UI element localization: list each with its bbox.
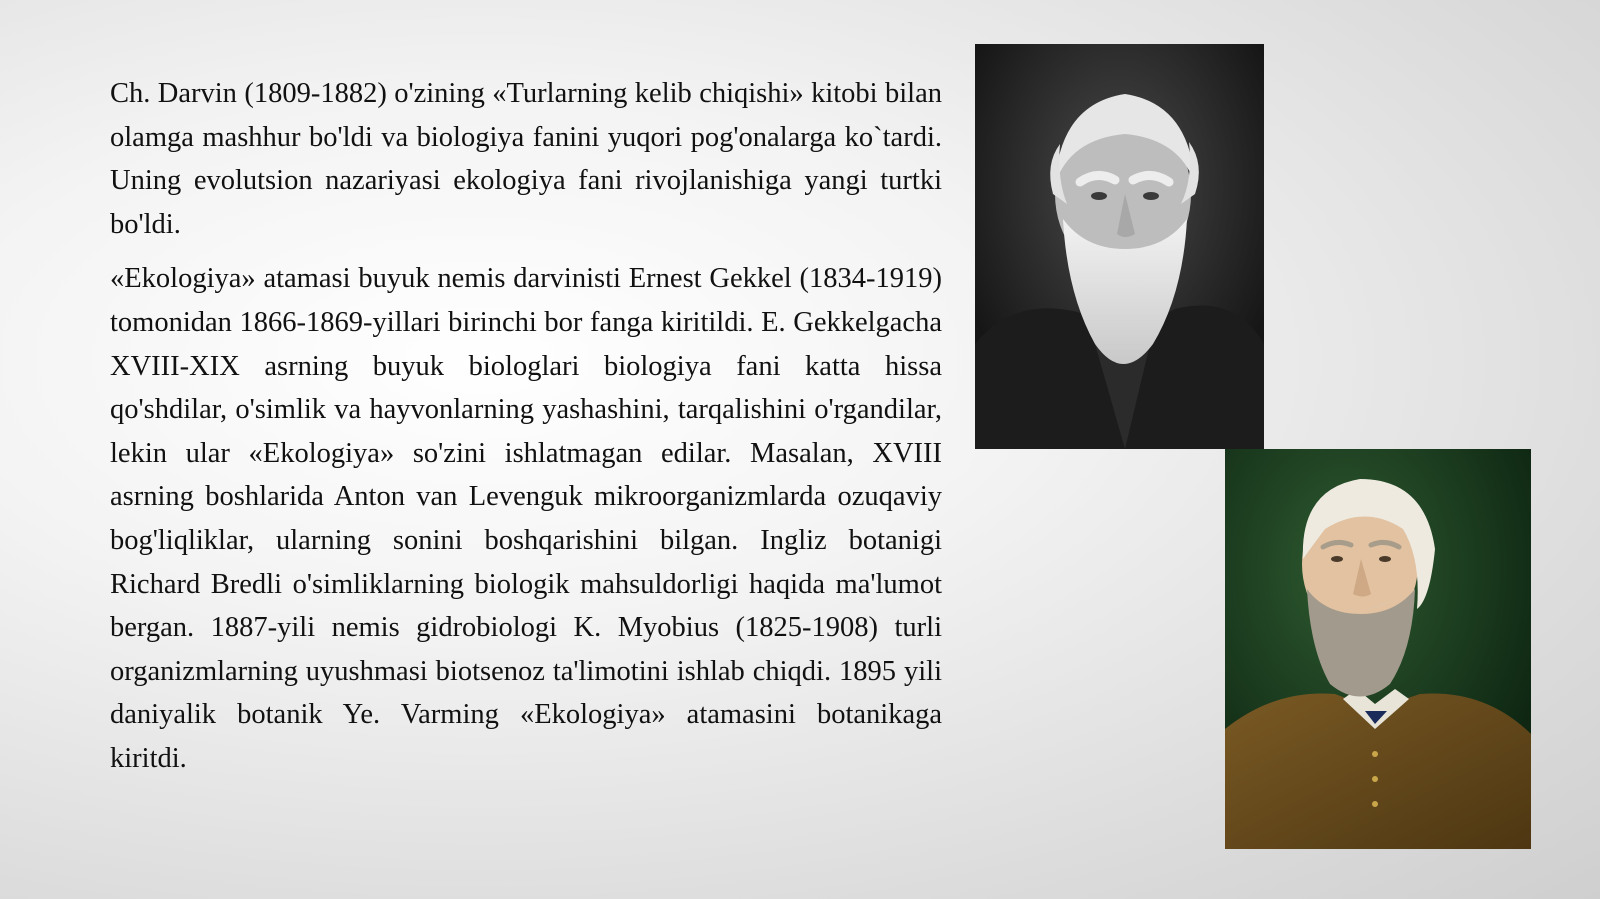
paragraph-darwin: Ch. Darvin (1809-1882) o'zining «Turlarning kelib chiqishi» kitobi bilan olamga mashhur bo'ldi va biologiya fanini yuqori pog'onalarga ko`tardi. Uning evolutsion nazariyasi ekologiya fani rivojlanishiga yangi turtki bo'ldi. bbox=[110, 78, 942, 240]
darwin-portrait-drawing bbox=[975, 44, 1264, 449]
haeckel-portrait-drawing bbox=[1225, 449, 1531, 849]
haeckel-portrait bbox=[1225, 449, 1531, 849]
paragraph-ecology-term: «Ekologiya» atamasi buyuk nemis darvinisti Ernest Gekkel (1834-1919) tomonidan 1866-1869-yillari birinchi bor fanga kiritildi. E. Gekkelgacha XVIII-XIX asrning buyuk biologlari biologiya fani katta hissa qo'shdilar, o'simlik va hayvonlarning yashashini, tarqalishini o'rgandilar, lekin ular «Ekologiya» so'zini ishlatmagan edilar. Masalan, XVIII asrning boshlarida Anton van Levenguk mikroorganizmlarda ozuqaviy bog'liqliklar, ularning sonini boshqarishini bilgan. Ingliz botanigi Richard Bredli o'simliklarning biologik mahsuldorligi haqida ma'lumot bergan. 1887-yili nemis gidrobiologi K. Myobius (1825-1908) turli organizmlarning uyushmasi biotsenoz ta'limotini ishlab chiqdi. 1895 yili daniyalik botanik Ye. Varming «Ekologiya» atamasini botanikaga kiritdi. bbox=[110, 263, 942, 774]
text-block bbox=[110, 72, 942, 792]
darwin-portrait bbox=[975, 44, 1264, 449]
